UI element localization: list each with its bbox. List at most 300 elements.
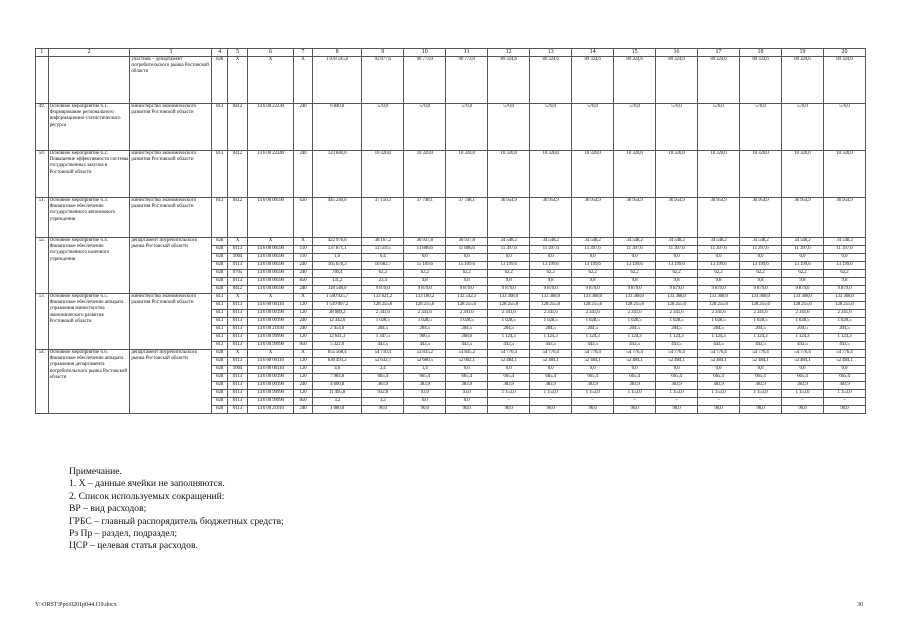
value-cell: 13 199,6	[698, 262, 740, 270]
value-cell: 1 124,3	[781, 334, 823, 342]
value-cell: 383,9	[530, 382, 572, 390]
note-line: ГРБС – главный распорядитель бюджетных средств;	[69, 515, 284, 527]
value-cell: 1 080,0	[312, 406, 361, 414]
value-cell: 110	[294, 254, 313, 262]
value-cell: 0113	[228, 398, 248, 406]
value-cell: 133 368,0	[698, 294, 740, 302]
column-number: 16	[656, 49, 698, 57]
value-cell: 240	[294, 326, 313, 334]
value-cell: 2,4	[362, 366, 404, 374]
value-cell: 14 6 00 00190	[247, 382, 293, 390]
value-cell: 0,0	[781, 366, 823, 374]
value-cell: 128 255,6	[572, 302, 614, 310]
value-cell: 133 621,2	[362, 294, 404, 302]
value-cell: 828	[212, 406, 228, 414]
value-cell: 37 150,3	[362, 198, 404, 238]
value-cell: 1 028,5	[362, 318, 404, 326]
value-cell: 62,2	[362, 270, 404, 278]
value-cell: 1 028,5	[781, 318, 823, 326]
column-number: 15	[614, 49, 656, 57]
value-cell: 9,8	[404, 278, 446, 286]
value-cell: 443,5	[781, 342, 823, 350]
value-cell: 54 776,4	[739, 350, 781, 358]
value-cell: 16 682,7	[362, 262, 404, 270]
value-cell: 34 548,2	[739, 238, 781, 246]
value-cell: 0,0	[656, 254, 698, 262]
value-cell: 570,0	[614, 104, 656, 151]
value-cell: X	[228, 238, 248, 246]
value-cell: 1 153,0	[614, 390, 656, 398]
value-cell: 9 879,0	[614, 286, 656, 294]
column-number: 12	[488, 49, 530, 57]
value-cell: 1004	[228, 254, 248, 262]
value-cell: 0,6	[404, 254, 446, 262]
value-cell: 132 542,3	[446, 294, 488, 302]
value-cell: 52 484,1	[823, 358, 865, 366]
value-cell: 1 124,3	[614, 334, 656, 342]
value-cell: 665,4	[572, 374, 614, 382]
value-cell: 14 6 00 99990	[247, 390, 293, 398]
value-cell: 443,5	[572, 342, 614, 350]
executor-name: участник – департамент потребительского рынка Ростовской области	[130, 57, 212, 104]
value-cell: –	[739, 398, 781, 406]
value-cell: 1 028,5	[404, 318, 446, 326]
column-number: 1	[36, 49, 49, 57]
value-cell: 0,0	[614, 366, 656, 374]
value-cell: 1,6	[312, 254, 361, 262]
value-cell: 383,9	[446, 382, 488, 390]
value-cell: 14 6 00 00110	[247, 366, 293, 374]
value-cell: 1 028,5	[488, 318, 530, 326]
value-cell: 9 879,0	[446, 286, 488, 294]
value-cell: 813	[212, 302, 228, 310]
executor-name: департамент потребительского рынка Ростовской области	[130, 350, 212, 414]
value-cell: 9 879,0	[530, 286, 572, 294]
value-cell: 133 368,0	[572, 294, 614, 302]
value-cell: 10 320,0	[823, 151, 865, 198]
value-cell: 240	[294, 382, 313, 390]
value-cell: 128 255,6	[656, 302, 698, 310]
value-cell: 14 6 00 99990	[247, 398, 293, 406]
value-cell: 11 397,6	[698, 246, 740, 254]
value-cell: 34 548,2	[614, 238, 656, 246]
value-cell: 89 324,6	[823, 57, 865, 104]
value-cell: 746,4	[312, 270, 361, 278]
value-cell: 3,2	[312, 398, 361, 406]
value-cell: 665,4	[739, 374, 781, 382]
value-cell: 11 397,6	[739, 246, 781, 254]
value-cell: 89 324,6	[739, 57, 781, 104]
value-cell: 813	[212, 198, 228, 238]
value-cell: 36 954,9	[614, 198, 656, 238]
value-cell: 9,8	[656, 278, 698, 286]
value-cell: X	[294, 238, 313, 246]
value-cell: 52 484,1	[530, 358, 572, 366]
row-number: 50.	[36, 151, 49, 198]
value-cell: 3,2	[362, 398, 404, 406]
value-cell: 828	[212, 374, 228, 382]
value-cell: 54 776,4	[656, 350, 698, 358]
value-cell: 120	[294, 302, 313, 310]
value-cell: 0,0	[823, 254, 865, 262]
value-cell: 2 341,6	[572, 310, 614, 318]
executor-name: министерство экономического развития Ростовской области	[130, 104, 212, 151]
value-cell: 9,8	[781, 278, 823, 286]
value-cell: 9 879,0	[781, 286, 823, 294]
value-cell: 570,0	[739, 104, 781, 151]
value-cell: 828	[212, 278, 228, 286]
value-cell: 11 495,8	[312, 390, 361, 398]
value-cell: 34 548,2	[488, 238, 530, 246]
value-cell: 383,9	[698, 382, 740, 390]
value-cell: 2 341,6	[404, 310, 446, 318]
value-cell: 9 879,0	[362, 286, 404, 294]
value-cell: 13 199,6	[530, 262, 572, 270]
value-cell: X	[294, 350, 313, 358]
value-cell: 828	[212, 254, 228, 262]
value-cell: 828	[212, 350, 228, 358]
value-cell: 0,0	[614, 254, 656, 262]
value-cell: 10 320,0	[614, 151, 656, 198]
value-cell: 137 871,1	[312, 246, 361, 254]
value-cell: 128 255,6	[362, 302, 404, 310]
value-cell: 204,5	[656, 326, 698, 334]
value-cell: 204,5	[823, 326, 865, 334]
value-cell: 10 320,0	[781, 151, 823, 198]
value-cell: 906,5	[404, 334, 446, 342]
value-cell: 110	[294, 246, 313, 254]
value-cell: 240	[294, 262, 313, 270]
value-cell: 14 6 00 00590	[247, 246, 293, 254]
value-cell: 9,8	[446, 278, 488, 286]
measure-name: Основное мероприятие 6.6. Финансовое обеспечение аппарата управления департамента потребительского рынка Ростовской области	[48, 350, 130, 414]
note-line: ВР – вид расходов;	[69, 503, 147, 515]
value-cell: 630 493,2	[312, 358, 361, 366]
value-cell: –	[698, 398, 740, 406]
value-cell: 0,0	[698, 366, 740, 374]
value-cell: 13 199,6	[823, 262, 865, 270]
value-cell: 204,5	[614, 326, 656, 334]
value-cell: 128 255,6	[446, 302, 488, 310]
row-number: 52.	[36, 238, 49, 294]
note-line: 2. Список используемых сокращений:	[69, 490, 225, 502]
value-cell: 9,8	[614, 278, 656, 286]
value-cell: 0,0	[823, 366, 865, 374]
value-cell: 90,0	[698, 406, 740, 414]
value-cell: 828	[212, 366, 228, 374]
value-cell: 1 028,5	[823, 318, 865, 326]
value-cell: 665,4	[404, 374, 446, 382]
value-cell: 1 028,5	[656, 318, 698, 326]
value-cell: 0,0	[572, 254, 614, 262]
value-cell: 128 255,6	[781, 302, 823, 310]
value-cell: 128 255,6	[614, 302, 656, 310]
value-cell: 443,5	[530, 342, 572, 350]
value-cell: 13 199,6	[781, 262, 823, 270]
value-cell: 828	[212, 390, 228, 398]
value-cell: 2 341,6	[446, 310, 488, 318]
value-cell: 1 153,0	[698, 390, 740, 398]
value-cell: 204,5	[739, 326, 781, 334]
value-cell: 62,2	[656, 270, 698, 278]
value-cell: 37 748,1	[446, 198, 488, 238]
value-cell: 62,2	[488, 270, 530, 278]
executor-name: министерство экономического развития Ростовской области	[130, 151, 212, 198]
value-cell: 133 368,0	[530, 294, 572, 302]
value-cell: 53 835,2	[446, 350, 488, 358]
value-cell: 570,0	[781, 104, 823, 151]
value-cell: 120	[294, 358, 313, 366]
value-cell: 383,9	[656, 382, 698, 390]
value-cell: 128 255,6	[698, 302, 740, 310]
value-cell: 14 6 00 21010	[247, 406, 293, 414]
value-cell: 36 954,9	[572, 198, 614, 238]
column-number: 5	[228, 49, 248, 57]
value-cell: 2 341,6	[614, 310, 656, 318]
value-cell: 1 028,5	[446, 318, 488, 326]
value-cell: 62,2	[823, 270, 865, 278]
value-cell: 1 028,5	[530, 318, 572, 326]
value-cell: 1 078 545,0	[312, 57, 361, 104]
value-cell: 52 484,1	[656, 358, 698, 366]
value-cell: 204,5	[530, 326, 572, 334]
value-cell: 0412	[228, 198, 248, 238]
value-cell: 14 6 00 00590	[247, 262, 293, 270]
value-cell: 123 840,0	[312, 151, 361, 198]
value-cell: 128 255,6	[404, 302, 446, 310]
row-number: 51.	[36, 198, 49, 238]
value-cell: 204,5	[404, 326, 446, 334]
value-cell: 10 320,0	[739, 151, 781, 198]
row-number: 54.	[36, 350, 49, 414]
measure-name: Основное мероприятие 6.1. Формирование регионального информационно-статистического ресурса	[48, 104, 130, 151]
value-cell: 23,4	[362, 278, 404, 286]
value-cell: 9,8	[530, 278, 572, 286]
note-line: Рз Пр – раздел, подраздел;	[69, 528, 178, 540]
row-number	[36, 57, 49, 104]
value-cell: 54 776,4	[530, 350, 572, 358]
value-cell: 2 341,6	[739, 310, 781, 318]
value-cell: 120	[294, 334, 313, 342]
value-cell: 1 153,0	[488, 390, 530, 398]
value-cell: 1 124,3	[656, 334, 698, 342]
value-cell: 665,4	[698, 374, 740, 382]
table-row	[36, 151, 866, 198]
value-cell: 62,2	[781, 270, 823, 278]
value-cell: 90 773,0	[446, 57, 488, 104]
value-cell: 570,0	[404, 104, 446, 151]
value-cell: 36 954,9	[823, 198, 865, 238]
value-cell: 52 600,5	[404, 358, 446, 366]
value-cell: 1 124,3	[698, 334, 740, 342]
value-cell: 383,9	[823, 382, 865, 390]
value-cell: 383,9	[362, 382, 404, 390]
value-cell: 120	[294, 374, 313, 382]
executor-name: министерство экономического развития Ростовской области	[130, 294, 212, 350]
value-cell: 133 368,0	[614, 294, 656, 302]
value-cell: 90 773,0	[404, 57, 446, 104]
row-number: 49.	[36, 104, 49, 151]
value-cell: 0,0	[530, 254, 572, 262]
footer-file-path: Y:\ORST\Ppo\0201p044.f19.docx	[35, 602, 117, 608]
value-cell: 93,0	[404, 390, 446, 398]
value-cell: –	[488, 398, 530, 406]
value-cell: 128 255,6	[739, 302, 781, 310]
value-cell: 828	[212, 246, 228, 254]
value-cell: 37 748,1	[404, 198, 446, 238]
value-cell: 6 840,0	[312, 104, 361, 151]
value-cell: 52 632,7	[362, 358, 404, 366]
column-number: 3	[130, 49, 212, 57]
value-cell: 665,4	[488, 374, 530, 382]
table-row	[36, 198, 866, 238]
value-cell: 89 324,6	[530, 57, 572, 104]
column-number: 11	[446, 49, 488, 57]
value-cell: 240	[294, 104, 313, 151]
page-number: 30	[857, 602, 863, 608]
value-cell: 813	[212, 326, 228, 334]
value-cell: 14 6 00 22240	[247, 151, 293, 198]
value-cell: 15 109,6	[404, 262, 446, 270]
value-cell: 0,0	[404, 398, 446, 406]
value-cell: 0113	[228, 278, 248, 286]
value-cell: 4,6	[312, 366, 361, 374]
value-cell: 932,8	[362, 390, 404, 398]
value-cell: 90,0	[362, 406, 404, 414]
value-cell: 34 548,2	[823, 238, 865, 246]
value-cell: 128 255,6	[530, 302, 572, 310]
column-number: 18	[739, 49, 781, 57]
value-cell: 62,2	[530, 270, 572, 278]
value-cell: 570,0	[698, 104, 740, 151]
value-cell: 10 320,0	[488, 151, 530, 198]
value-cell: 133 368,0	[823, 294, 865, 302]
value-cell: 813	[212, 342, 228, 350]
value-cell: 13 199,6	[614, 262, 656, 270]
note-line: ЦСР – целевая статья расходов.	[69, 540, 198, 552]
value-cell: 2 341,6	[488, 310, 530, 318]
value-cell: 240	[294, 270, 313, 278]
table-row	[36, 57, 866, 104]
value-cell: 92 877,6	[362, 57, 404, 104]
value-cell: 15 109,6	[446, 262, 488, 270]
value-cell: 1 539 007,2	[312, 302, 361, 310]
value-cell: 655 568,4	[312, 350, 361, 358]
value-cell: 90,0	[488, 406, 530, 414]
value-cell: 2 341,6	[698, 310, 740, 318]
value-cell: 52 484,1	[739, 358, 781, 366]
value-cell: 422 976,6	[312, 238, 361, 246]
value-cell: 90,0	[530, 406, 572, 414]
value-cell: 118 548,0	[312, 286, 361, 294]
value-cell: 1 153,0	[572, 390, 614, 398]
value-cell: 10 320,0	[404, 151, 446, 198]
value-cell: 443,5	[739, 342, 781, 350]
value-cell: 1 028,5	[698, 318, 740, 326]
value-cell: 570,0	[362, 104, 404, 151]
value-cell: 14 6 00 00590	[247, 278, 293, 286]
value-cell: 570,0	[530, 104, 572, 151]
value-cell: 10 320,0	[530, 151, 572, 198]
value-cell: 34 548,2	[781, 238, 823, 246]
value-cell: 850	[294, 278, 313, 286]
value-cell: 1 153,0	[781, 390, 823, 398]
value-cell: 12 342,0	[312, 318, 361, 326]
value-cell: 13 199,6	[739, 262, 781, 270]
value-cell: 11 519,5	[362, 246, 404, 254]
value-cell: 1 028,5	[614, 318, 656, 326]
column-number: 8	[312, 49, 361, 57]
value-cell: 9 879,0	[698, 286, 740, 294]
value-cell: 62,2	[739, 270, 781, 278]
value-cell: 443,5	[698, 342, 740, 350]
value-cell: 62,2	[404, 270, 446, 278]
value-cell: 9 879,0	[572, 286, 614, 294]
value-cell: 383,9	[739, 382, 781, 390]
column-number: 2	[48, 49, 130, 57]
value-cell: 445 240,6	[312, 198, 361, 238]
value-cell: 0113	[228, 246, 248, 254]
value-cell: 14 6 00 99990	[247, 342, 293, 350]
value-cell: 665,4	[614, 374, 656, 382]
value-cell: 1004	[228, 366, 248, 374]
value-cell: 204,5	[362, 326, 404, 334]
value-cell: 62,2	[572, 270, 614, 278]
value-cell: 89 324,6	[698, 57, 740, 104]
value-cell: 0,0	[781, 254, 823, 262]
value-cell: –	[781, 398, 823, 406]
value-cell: 10 320,0	[698, 151, 740, 198]
value-cell: 0113	[228, 326, 248, 334]
value-cell: –	[530, 398, 572, 406]
value-cell: 383,9	[572, 382, 614, 390]
value-cell: 443,5	[823, 342, 865, 350]
value-cell: 9 879,0	[739, 286, 781, 294]
value-cell: 383,9	[781, 382, 823, 390]
value-cell: 133 368,0	[781, 294, 823, 302]
value-cell: 383,9	[614, 382, 656, 390]
value-cell: 89 324,6	[488, 57, 530, 104]
value-cell: 570,0	[823, 104, 865, 151]
value-cell: 14 6 00 22230	[247, 104, 293, 151]
value-cell: 10 320,0	[656, 151, 698, 198]
value-cell: 0,0	[488, 366, 530, 374]
column-number: 13	[530, 49, 572, 57]
value-cell: X	[247, 294, 293, 302]
value-cell: 268,6	[446, 334, 488, 342]
value-cell: 0113	[228, 390, 248, 398]
value-cell: 36 954,9	[530, 198, 572, 238]
column-number: 7	[294, 49, 313, 57]
value-cell: 0,0	[656, 366, 698, 374]
value-cell: 14 6 00 99990	[247, 334, 293, 342]
value-cell: 90,0	[404, 406, 446, 414]
value-cell: 665,4	[656, 374, 698, 382]
value-cell: 0113	[228, 262, 248, 270]
value-cell: 2 341,6	[781, 310, 823, 318]
value-cell: 2 341,6	[530, 310, 572, 318]
column-number: 4	[212, 49, 228, 57]
value-cell: 54 776,4	[488, 350, 530, 358]
measure-name	[48, 57, 130, 104]
value-cell: 90,0	[823, 406, 865, 414]
value-cell: 13 199,6	[488, 262, 530, 270]
value-cell: 54 776,4	[698, 350, 740, 358]
column-number: 17	[698, 49, 740, 57]
value-cell: 34 548,2	[530, 238, 572, 246]
value-cell: 813	[212, 151, 228, 198]
value-cell: 1 124,3	[739, 334, 781, 342]
